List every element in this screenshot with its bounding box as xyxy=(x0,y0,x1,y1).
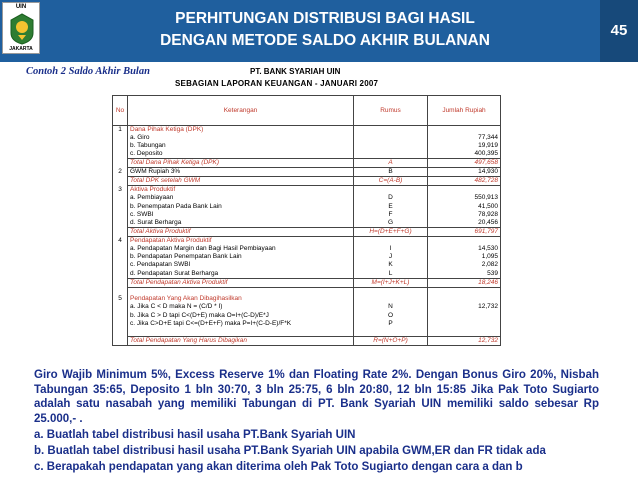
table-row xyxy=(113,211,501,219)
row-number xyxy=(113,328,128,336)
row-description: b. Pendapatan Penempatan Bank Lain xyxy=(128,253,354,261)
table-row xyxy=(113,177,501,186)
col-header-rumus: Rumus xyxy=(354,96,428,126)
row-amount: 539 xyxy=(428,270,501,279)
row-number xyxy=(113,227,128,236)
row-number: 1 xyxy=(113,126,128,135)
row-number xyxy=(113,303,128,311)
row-number xyxy=(113,194,128,202)
row-description: Dana Pihak Ketiga (DPK) xyxy=(128,126,354,135)
row-number: 3 xyxy=(113,186,128,195)
row-formula: B xyxy=(354,168,428,177)
row-description: c. Deposito xyxy=(128,150,354,159)
row-description xyxy=(128,328,354,336)
row-number xyxy=(113,253,128,261)
row-description: d. Pendapatan Surat Berharga xyxy=(128,270,354,279)
row-description: a. Pembiayaan xyxy=(128,194,354,202)
row-amount: 497,658 xyxy=(428,159,501,168)
row-description: a. Pendapatan Margin dan Bagi Hasil Pembiayaan xyxy=(128,245,354,253)
row-formula: H=(D+E+F+G) xyxy=(354,227,428,236)
row-amount: 19,919 xyxy=(428,142,501,150)
row-formula xyxy=(354,142,428,150)
row-amount: 41,500 xyxy=(428,203,501,211)
row-amount xyxy=(428,236,501,245)
table-row xyxy=(113,219,501,228)
row-number xyxy=(113,312,128,320)
row-description: c. SWBI xyxy=(128,211,354,219)
row-formula: G xyxy=(354,219,428,228)
col-header-no: No xyxy=(113,96,128,126)
row-formula: J xyxy=(354,253,428,261)
report-subtitle: SEBAGIAN LAPORAN KEUANGAN - JANUARI 2007 xyxy=(175,79,379,88)
question-c: c. Berapakah pendapatan yang akan diterima oleh Pak Toto Sugiarto dengan cara a dan b xyxy=(34,461,523,473)
row-description: c. Jika C>D+E tapi C<=(D+E+F) maka P=I+(C-D-E)/F*K xyxy=(128,320,354,328)
table-row xyxy=(113,320,501,328)
row-number xyxy=(113,203,128,211)
row-number xyxy=(113,245,128,253)
table-row xyxy=(113,295,501,303)
row-formula: I xyxy=(354,245,428,253)
row-description: b. Penempatan Pada Bank Lain xyxy=(128,203,354,211)
row-number xyxy=(113,142,128,150)
row-description: Total Pendapatan Yang Harus Dibagikan xyxy=(128,336,354,345)
table-row xyxy=(113,227,501,236)
row-formula xyxy=(354,236,428,245)
row-amount xyxy=(428,328,501,336)
slide-title xyxy=(60,8,590,52)
logo-top-text: UIN xyxy=(15,4,27,10)
row-description: GWM Rupiah 3% xyxy=(128,168,354,177)
row-description xyxy=(128,287,354,295)
row-number xyxy=(113,150,128,159)
row-description: Aktiva Produktif xyxy=(128,186,354,195)
table-row xyxy=(113,328,501,336)
question-a: a. Buatlah tabel distribusi hasil usaha PT.Bank Syariah UIN xyxy=(34,429,356,441)
row-amount: 12,732 xyxy=(428,303,501,311)
row-amount xyxy=(428,186,501,195)
row-formula: M=(I+J+K+L) xyxy=(354,278,428,287)
row-number xyxy=(113,278,128,287)
row-amount xyxy=(428,126,501,135)
problem-paragraph: Giro Wajib Minimum 5%, Excess Reserve 1% dan Floating Rate 2%. Dengan Bonus Giro 20%, Nisbah Tabungan 35:65, Deposito 1 bln 30:70, 3 bln 25:75, 6 bln 20:80, 12 bln 15:85 Jika Pak Toto Sugiarto adalah satu nasabah yang memiliki Tabungan di PT. Bank Syariah UIN memiliki saldo sebesar Rp 25.000,- . xyxy=(34,369,599,425)
row-description: Total DPK setelah GWM xyxy=(128,177,354,186)
row-amount xyxy=(428,287,501,295)
row-number xyxy=(113,287,128,295)
row-formula xyxy=(354,287,428,295)
question-b: b. Buatlah tabel distribusi hasil usaha PT.Bank Syariah UIN apabila GWM,ER dan FR tidak ada xyxy=(34,445,546,457)
row-description: Total Pendapatan Aktiva Produktif xyxy=(128,278,354,287)
table-row xyxy=(113,236,501,245)
row-number xyxy=(113,219,128,228)
slide-header xyxy=(0,0,638,62)
table-row xyxy=(113,150,501,159)
row-description: c. Pendapatan SWBI xyxy=(128,261,354,269)
table-row xyxy=(113,168,501,177)
col-header-jumlah: Jumlah Rupiah xyxy=(428,96,501,126)
table-row xyxy=(113,336,501,345)
row-amount: 78,928 xyxy=(428,211,501,219)
row-formula: L xyxy=(354,270,428,279)
row-formula: D xyxy=(354,194,428,202)
row-formula xyxy=(354,328,428,336)
table-row xyxy=(113,303,501,311)
row-number: 2 xyxy=(113,168,128,177)
row-formula xyxy=(354,186,428,195)
row-amount: 550,913 xyxy=(428,194,501,202)
title-line-1: PERHITUNGAN DISTRIBUSI BAGI HASIL xyxy=(175,10,475,27)
row-formula: K xyxy=(354,261,428,269)
row-formula: O xyxy=(354,312,428,320)
table-row xyxy=(113,312,501,320)
row-description: a. Giro xyxy=(128,134,354,142)
emblem-icon xyxy=(10,13,34,45)
col-header-keterangan: Keterangan xyxy=(128,96,354,126)
table-row xyxy=(113,270,501,279)
table-row xyxy=(113,253,501,261)
row-amount: 14,530 xyxy=(428,245,501,253)
row-amount: 400,395 xyxy=(428,150,501,159)
row-description: d. Surat Berharga xyxy=(128,219,354,228)
row-amount: 14,930 xyxy=(428,168,501,177)
row-amount: 20,456 xyxy=(428,219,501,228)
row-number xyxy=(113,336,128,345)
row-formula xyxy=(354,295,428,303)
row-number xyxy=(113,320,128,328)
row-formula xyxy=(354,134,428,142)
row-formula xyxy=(354,126,428,135)
table-row xyxy=(113,186,501,195)
table-row xyxy=(113,261,501,269)
financial-report-table xyxy=(112,95,501,346)
example-label: Contoh 2 Saldo Akhir Bulan xyxy=(26,66,150,77)
row-description: Total Dana Pihak Ketiga (DPK) xyxy=(128,159,354,168)
page-number: 45 xyxy=(600,0,638,62)
row-amount: 691,797 xyxy=(428,227,501,236)
row-amount xyxy=(428,295,501,303)
row-formula xyxy=(354,150,428,159)
row-number xyxy=(113,211,128,219)
row-amount xyxy=(428,312,501,320)
table-row xyxy=(113,142,501,150)
table-row xyxy=(113,134,501,142)
row-formula: E xyxy=(354,203,428,211)
row-number xyxy=(113,270,128,279)
row-amount: 1,095 xyxy=(428,253,501,261)
row-amount: 77,344 xyxy=(428,134,501,142)
row-amount xyxy=(428,320,501,328)
row-amount: 18,246 xyxy=(428,278,501,287)
row-number xyxy=(113,159,128,168)
row-number: 5 xyxy=(113,295,128,303)
row-amount: 2,082 xyxy=(428,261,501,269)
row-formula: C=(A-B) xyxy=(354,177,428,186)
row-amount: 482,728 xyxy=(428,177,501,186)
row-formula: F xyxy=(354,211,428,219)
row-formula: A xyxy=(354,159,428,168)
row-description: b. Tabungan xyxy=(128,142,354,150)
table-header-row xyxy=(113,96,501,126)
row-amount: 12,732 xyxy=(428,336,501,345)
table-row xyxy=(113,245,501,253)
row-number xyxy=(113,261,128,269)
row-number xyxy=(113,177,128,186)
row-description: a. Jika C < D maka N = (C/D * I) xyxy=(128,303,354,311)
title-line-2: DENGAN METODE SALDO AKHIR BULANAN xyxy=(160,32,490,49)
table-row xyxy=(113,287,501,295)
table-row xyxy=(113,159,501,168)
row-description: Total Aktiva Produktif xyxy=(128,227,354,236)
table-row xyxy=(113,203,501,211)
row-formula: R=(N+O+P) xyxy=(354,336,428,345)
row-description: Pendapatan Aktiva Produktif xyxy=(128,236,354,245)
table-row xyxy=(113,126,501,135)
row-formula: N xyxy=(354,303,428,311)
university-logo xyxy=(2,2,40,54)
row-description: Pendapatan Yang Akan Dibagihasilkan xyxy=(128,295,354,303)
row-description: b. Jika C > D tapi C<(D+E) maka O=I+(C-D)/E*J xyxy=(128,312,354,320)
bank-name: PT. BANK SYARIAH UIN xyxy=(250,67,341,76)
table-row xyxy=(113,194,501,202)
row-number: 4 xyxy=(113,236,128,245)
table-row xyxy=(113,278,501,287)
logo-bottom-text: JAKARTA xyxy=(9,46,33,52)
row-formula: P xyxy=(354,320,428,328)
row-number xyxy=(113,134,128,142)
